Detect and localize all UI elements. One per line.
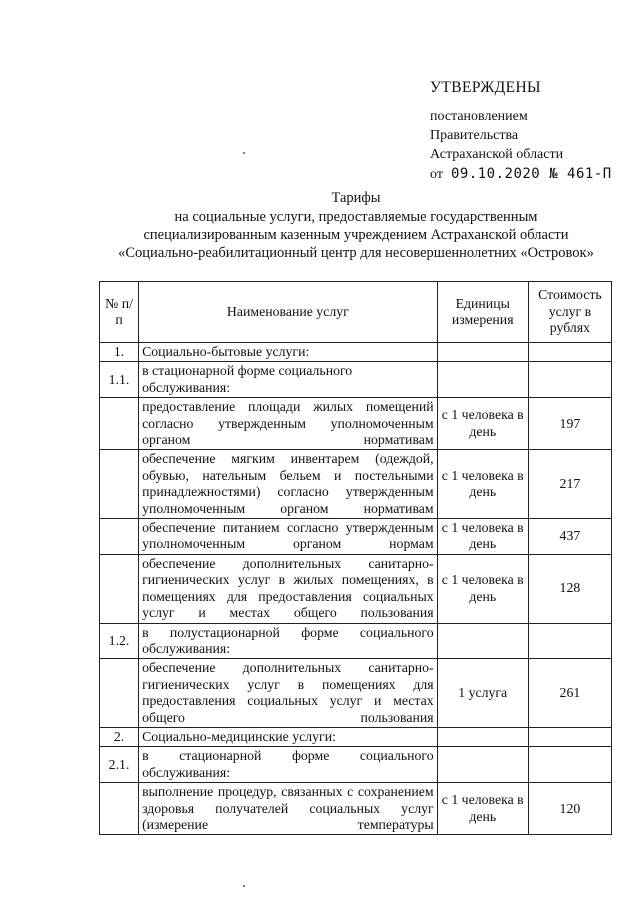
row-name: обеспечение мягким инвентарем (одеждой, обувью, нательным бельем и постельными принадлежностями) согласно утвержденным уполномоченным органом нормативам [139, 450, 438, 519]
scan-speck [243, 152, 245, 154]
heading-line-2: специализированным казенным учреждением Астраханской области [143, 227, 569, 243]
approval-line-government: Правительства [430, 128, 519, 143]
row-name: в стационарной форме социального обслуживания: [139, 747, 438, 783]
row-num: 1.2. [100, 623, 139, 659]
row-num [100, 519, 139, 555]
row-unit: с 1 человека в день [437, 554, 528, 623]
row-unit: с 1 человека в день [437, 783, 528, 835]
heading-line-1: на социальные услуги, предоставляемые государственным [174, 209, 538, 225]
approval-date-line [430, 165, 612, 184]
row-cost: 217 [528, 450, 611, 519]
row-cost [528, 747, 611, 783]
row-num: 1.1. [100, 362, 139, 398]
row-num [100, 659, 139, 728]
approval-date-handwritten: 09.10.2020 № 461-П [450, 166, 612, 182]
approval-line-region: Астраханской области [430, 147, 564, 162]
header-unit: Единицы измерения [437, 282, 528, 343]
row-cost [528, 362, 611, 398]
row-unit: 1 услуга [437, 659, 528, 728]
table-row [100, 343, 612, 362]
document-heading [96, 189, 616, 262]
header-cost: Стоимость услуг в рублях [528, 282, 611, 343]
row-unit [437, 727, 528, 746]
row-unit [437, 343, 528, 362]
row-cost [528, 343, 611, 362]
table-row [100, 659, 612, 728]
row-unit [437, 623, 528, 659]
heading-line-3: «Социально-реабилитационный центр для несовершеннолетних «Островок» [118, 245, 594, 261]
approval-title: УТВЕРЖДЕНЫ [430, 79, 541, 96]
header-num: № п/п [100, 282, 139, 343]
row-cost: 437 [528, 519, 611, 555]
row-cost: 128 [528, 554, 611, 623]
tariffs-table [99, 281, 612, 835]
row-name: выполнение процедур, связанных с сохранением здоровья получателей социальных услуг (измерение температуры [139, 783, 438, 835]
scan-speck [243, 885, 245, 887]
row-name: Социально-бытовые услуги: [139, 343, 438, 362]
row-num: 2.1. [100, 747, 139, 783]
table-row [100, 398, 612, 450]
row-num [100, 783, 139, 835]
row-name: в полустационарной форме социального обслуживания: [139, 623, 438, 659]
row-num: 2. [100, 727, 139, 746]
row-unit: с 1 человека в день [437, 519, 528, 555]
row-num: 1. [100, 343, 139, 362]
row-cost: 261 [528, 659, 611, 728]
row-cost [528, 623, 611, 659]
row-name: обеспечение дополнительных санитарно-гигиенических услуг в жилых помещениях, в помещениях для предоставления социальных услуг и местах общего пользования [139, 554, 438, 623]
table-row [100, 519, 612, 555]
table-header-row [100, 282, 612, 343]
approval-line-decree: постановлением [430, 109, 528, 124]
table-row [100, 727, 612, 746]
row-name: предоставление площади жилых помещений согласно утвержденным уполномоченным органом нормативам [139, 398, 438, 450]
row-num [100, 398, 139, 450]
row-cost [528, 727, 611, 746]
row-unit: с 1 человека в день [437, 398, 528, 450]
table-row [100, 747, 612, 783]
approval-block [430, 78, 612, 184]
header-name: Наименование услуг [139, 282, 438, 343]
table-row [100, 450, 612, 519]
row-cost: 120 [528, 783, 611, 835]
row-unit [437, 747, 528, 783]
row-name: обеспечение питанием согласно утвержденным уполномоченным органом нормам [139, 519, 438, 555]
heading-title: Тарифы [331, 190, 381, 206]
row-name: обеспечение дополнительных санитарно-гигиенических услуг в помещениях для предоставления социальных услуг и местах общего пользования [139, 659, 438, 728]
table-row [100, 623, 612, 659]
row-name: в стационарной форме социального обслуживания: [139, 362, 438, 398]
table-row [100, 554, 612, 623]
row-num [100, 554, 139, 623]
row-name: Социально-медицинские услуги: [139, 727, 438, 746]
table-row [100, 362, 612, 398]
approval-date-prefix: от [430, 167, 443, 182]
row-unit: с 1 человека в день [437, 450, 528, 519]
row-unit [437, 362, 528, 398]
row-cost: 197 [528, 398, 611, 450]
row-num [100, 450, 139, 519]
table-row [100, 783, 612, 835]
